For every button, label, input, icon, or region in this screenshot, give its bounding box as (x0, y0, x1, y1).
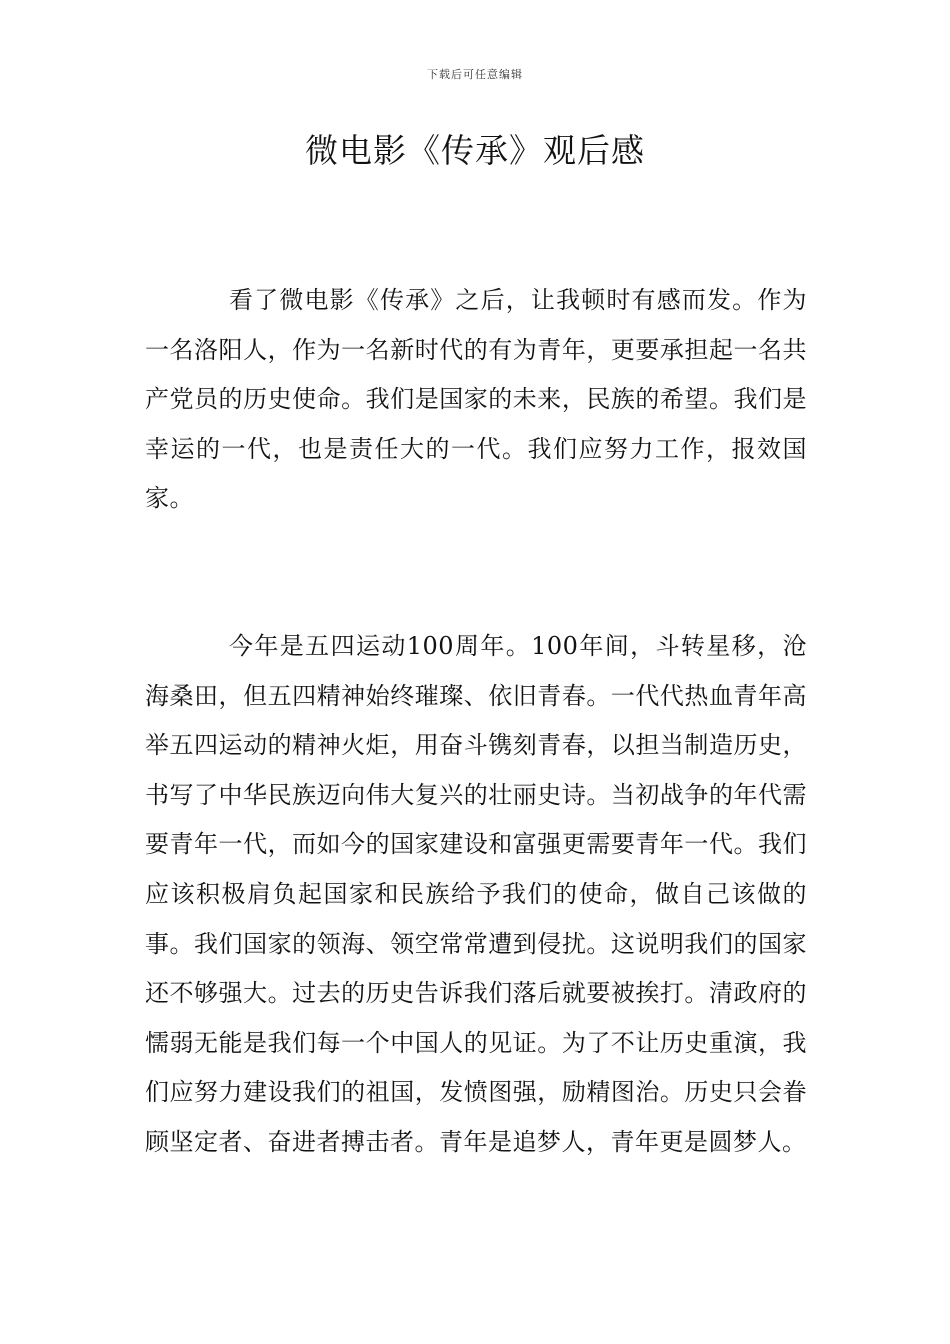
body-paragraph-1: 看了微电影《传承》之后，让我顿时有感而发。作为一名洛阳人，作为一名新时代的有为青年，更要承担起一名共产党员的历史使命。我们是国家的未来，民族的希望。我们是幸运的一代，也是责任大的一代。我们应努力工作，报效国家。 (145, 286, 807, 513)
document-title: 微电影《传承》观后感 (305, 131, 645, 170)
body-paragraph-2: 今年是五四运动100周年。100年间，斗转星移，沧海桑田，但五四精神始终璀璨、依旧青春。一代代热血青年高举五四运动的精神火炬，用奋斗镌刻青春，以担当制造历史，书写了中华民族迈向伟大复兴的壮丽史诗。当初战争的年代需要青年一代，而如今的国家建设和富强更需要青年一代。我们应该积极肩负起国家和民族给予我们的使命，做自己该做的事。我们国家的领海、领空常常遭到侵扰。这说明我们的国家还不够强大。过去的历史告诉我们落后就要被挨打。清政府的懦弱无能是我们每一个中国人的见证。为了不让历史重演，我们应努力建设我们的祖国，发愤图强，励精图治。历史只会眷顾坚定者、奋进者搏击者。青年是追梦人，青年更是圆梦人。 (145, 632, 807, 1156)
header-note: 下载后可任意编辑 (427, 68, 523, 81)
